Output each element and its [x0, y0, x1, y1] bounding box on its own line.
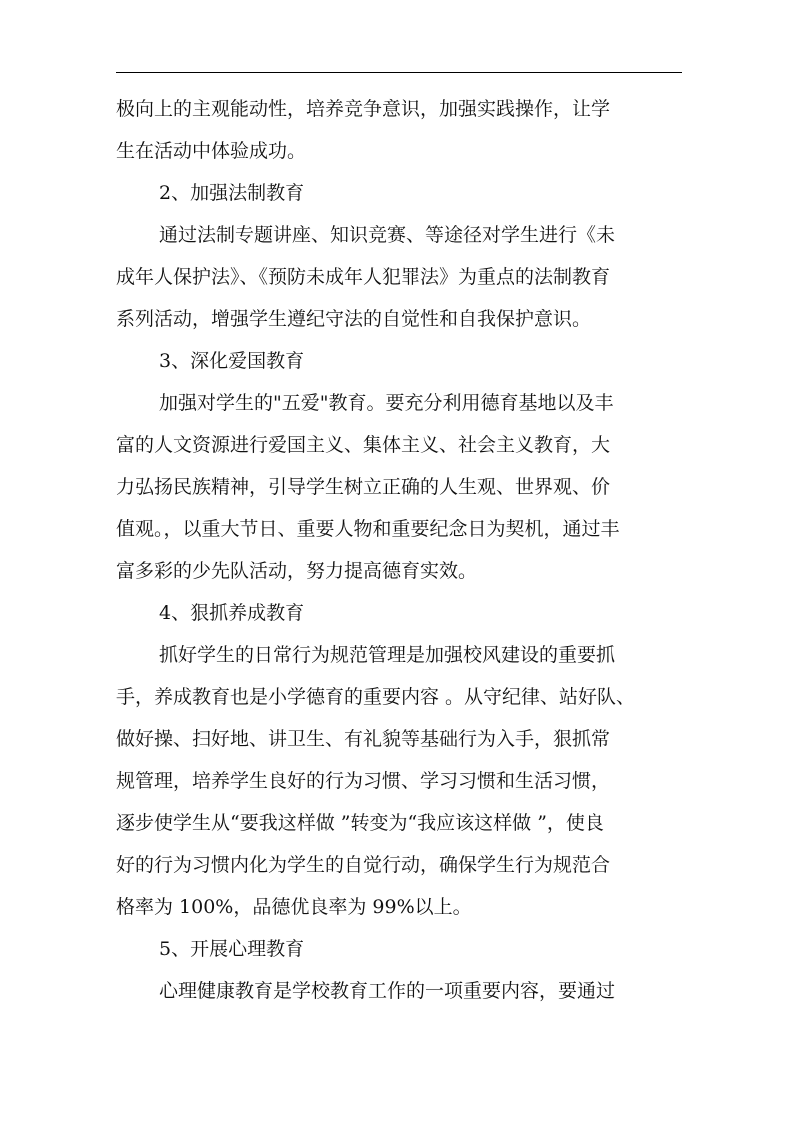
text-line: 生在活动中体验成功。	[116, 140, 307, 162]
text-line: 格率为 100%，品德优良率为 99%以上。	[116, 896, 472, 918]
section-heading: 2、加强法制教育	[159, 182, 305, 204]
section-heading: 3、深化爱国教育	[159, 350, 305, 372]
text-line: 规管理，培养学生良好的行为习惯、学习习惯和生活习惯，	[116, 770, 611, 792]
text-line: 手，养成教育也是小学德育的重要内容 。从守纪律、站好队、	[116, 686, 636, 708]
section-heading: 4、狠抓养成教育	[159, 602, 305, 624]
paragraph-start: 通过法制专题讲座、知识竞赛、等途径对学生进行《未	[159, 224, 616, 246]
text-line: 系列活动，增强学生遵纪守法的自觉性和自我保护意识。	[116, 308, 592, 330]
text-line: 做好操、扫好地、讲卫生、有礼貌等基础行为入手，狠抓常	[116, 728, 611, 750]
text-line: 力弘扬民族精神，引导学生树立正确的人生观、世界观、价	[116, 476, 611, 498]
text-line: 富的人文资源进行爱国主义、集体主义、社会主义教育，大	[116, 434, 611, 456]
paragraph-start: 加强对学生的"五爱"教育。要充分利用德育基地以及丰	[159, 392, 614, 414]
paragraph-start: 抓好学生的日常行为规范管理是加强校风建设的重要抓	[159, 644, 616, 666]
document-body	[116, 88, 682, 1012]
text-line: 富多彩的少先队活动，努力提高德育实效。	[116, 560, 478, 582]
text-line: 极向上的主观能动性，培养竞争意识，加强实践操作，让学	[116, 98, 611, 120]
text-line: 值观。，以重大节日、重要人物和重要纪念日为契机，通过丰	[116, 518, 620, 540]
header-rule	[116, 72, 682, 73]
text-line: 好的行为习惯内化为学生的自觉行动，确保学生行为规范合	[116, 854, 611, 876]
text-line: 逐步使学生从“要我这样做 ”转变为“我应该这样做 ”，使良	[116, 812, 604, 834]
text-line: 成年人保护法》、《预防未成年人犯罪法》为重点的法制教育	[116, 266, 611, 288]
section-heading: 5、开展心理教育	[159, 938, 305, 960]
paragraph-start: 心理健康教育是学校教育工作的一项重要内容，要通过	[159, 980, 616, 1002]
